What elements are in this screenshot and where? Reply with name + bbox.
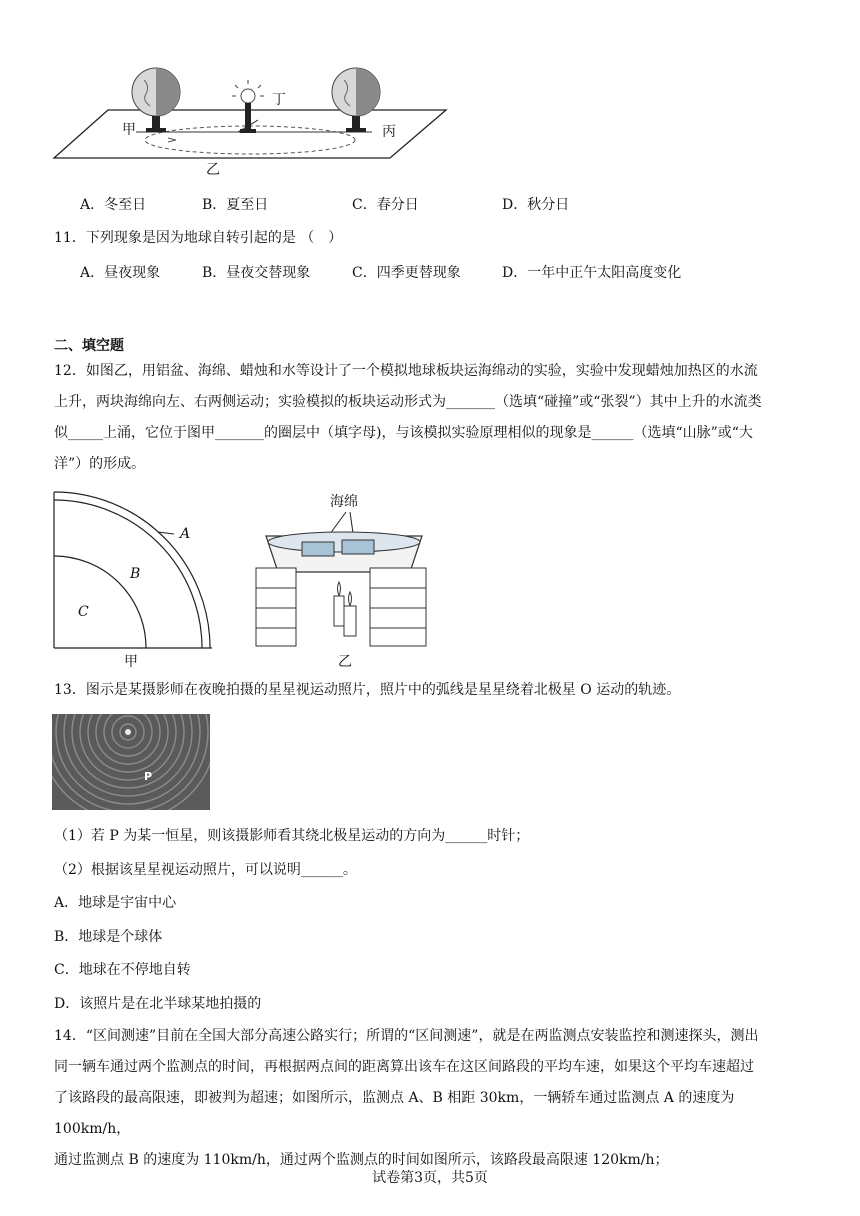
label-bing: 丙 (382, 124, 396, 140)
q10-option-b[interactable]: B．夏至日 (202, 197, 269, 213)
q11-option-a[interactable]: A．昼夜现象 (80, 265, 161, 281)
q14-line4: 通过监测点 B 的速度为 110km/h，通过两个监测点的时间如图所示，该路段最高限速 120km/h； (54, 1152, 669, 1168)
sponge-label: 海绵 (330, 494, 358, 510)
q10-option-c[interactable]: C．春分日 (352, 197, 419, 213)
q12-line1: 12．如图乙，用铝盆、海绵、蜡烛和水等设计了一个模拟地球板块运海绵动的实验，实验中发现蜡烛加热区的水流 (54, 363, 758, 379)
q13-sub2: （2）根据该星星视运动照片，可以说明______。 (54, 862, 357, 878)
q13-option-c[interactable]: C．地球在不停地自转 (54, 962, 191, 978)
q11-stem: 11．下列现象是因为地球自转引起的是 （ ） (54, 230, 343, 246)
q14-line3: 了该路段的最高限速，即被判为超速；如图所示，监测点 A、B 相距 30km，一辆轿车通过监测点 A 的速度为 100km/h， (54, 1090, 735, 1137)
q13-option-b[interactable]: B．地球是个球体 (54, 929, 163, 945)
label-jia: 甲 (122, 122, 136, 138)
layer-b-label: B (130, 566, 141, 582)
fig-jia-caption: 甲 (124, 654, 138, 670)
earth-layers-figure (50, 490, 220, 670)
q14-line1: 14．“区间测速”目前在全国大部分高速公路实行；所谓的“区间测速”，就是在两监测点安装监控和测速探头，测出 (54, 1028, 759, 1044)
q13-option-d[interactable]: D．该照片是在北半球某地拍摄的 (54, 996, 262, 1012)
q12-line3: 似_____上涌，它位于图甲_______的圈层中（填字母)，与该模拟实验原理相似的现象是______（选填“山脉”或“大 (54, 425, 753, 441)
label-ding: 丁 (272, 92, 286, 108)
label-yi: 乙 (206, 162, 220, 178)
orbit-figure (50, 62, 450, 182)
q11-option-b[interactable]: B．昼夜交替现象 (202, 265, 311, 281)
q12-text (54, 356, 814, 480)
basin-experiment-figure (250, 490, 440, 670)
q13-option-a[interactable]: A．地球是宇宙中心 (54, 895, 177, 911)
q13-sub1: （1）若 P 为某一恒星，则该摄影师看其绕北极星运动的方向为______时针； (54, 828, 530, 844)
q12-line2: 上升，两块海绵向左、右两侧运动；实验模拟的板块运动形式为_______（选填“碰撞”或“张裂”）其中上升的水流类 (54, 394, 762, 410)
star-p-label: P (144, 770, 153, 783)
fig-yi-caption: 乙 (338, 654, 352, 670)
q10-option-d[interactable]: D．秋分日 (502, 197, 570, 213)
layer-a-label: A (180, 526, 191, 542)
q11-option-c[interactable]: C．四季更替现象 (352, 265, 461, 281)
q13-stem: 13．图示是某摄影师在夜晚拍摄的星星视运动照片，照片中的弧线是星星绕着北极星 O 运动的轨迹。 (54, 682, 681, 698)
q14-text (54, 1021, 814, 1176)
q10-option-a[interactable]: A．冬至日 (80, 197, 147, 213)
q14-line2: 同一辆车通过两个监测点的时间，再根据两点间的距离算出该车在这区间路段的平均车速，如果这个平均车速超过 (54, 1059, 754, 1075)
layer-c-label: C (78, 604, 89, 620)
section-title: 二、填空题 (54, 338, 124, 354)
star-trail-photo (52, 714, 210, 810)
q11-option-d[interactable]: D．一年中正午太阳高度变化 (502, 265, 682, 281)
q12-line4: 洋”）的形成。 (54, 456, 146, 472)
page-footer: 试卷第3页，共5页 (372, 1170, 488, 1186)
